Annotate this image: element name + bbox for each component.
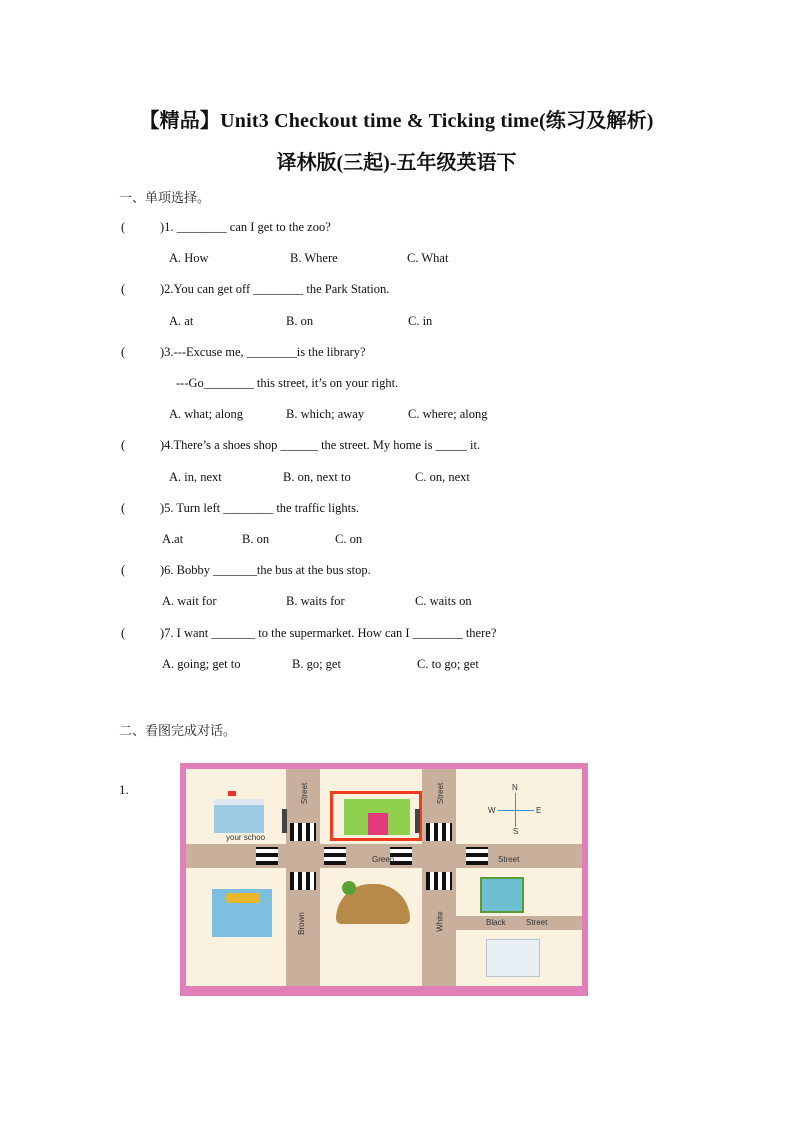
item-number: 1. — [119, 782, 129, 797]
map-canvas: your schoo Green Street Brown Street Street White Black Street N W E S — [186, 769, 582, 986]
answer-blank[interactable]: ( — [121, 345, 126, 359]
option-a: A. wait for — [162, 594, 217, 608]
option-c: C. in — [408, 314, 433, 328]
question-text: )7. I want _______ to the supermarket. How can I ________ there? — [160, 626, 497, 640]
crosswalk — [290, 823, 316, 841]
hospital-building — [486, 939, 540, 977]
document-title: 【精品】Unit3 Checkout time & Ticking time(练习及解析) — [139, 110, 654, 132]
traffic-light-icon — [282, 809, 287, 833]
black-label: Black — [486, 918, 506, 927]
answer-blank[interactable]: ( — [121, 501, 126, 515]
white-street-label: Street — [436, 782, 446, 805]
green-street-label: Street — [498, 855, 520, 864]
zoo-sign — [226, 893, 260, 903]
crosswalk — [256, 847, 278, 865]
option-b: B. on — [242, 532, 270, 546]
cinema-highlight-box — [330, 791, 422, 841]
black-street-road — [456, 916, 582, 930]
crosswalk — [426, 872, 452, 890]
option-c: C. What — [407, 251, 449, 265]
library-building — [480, 877, 524, 913]
question-text: )3.---Excuse me, ________is the library? — [160, 345, 366, 359]
option-c: C. to go; get — [417, 657, 479, 671]
section2-heading: 二、看图完成对话。 — [119, 723, 237, 738]
school-building — [214, 799, 264, 833]
question-text-2: ---Go________ this street, it’s on your right. — [176, 376, 399, 390]
answer-blank[interactable]: ( — [121, 563, 126, 577]
option-a: A. How — [169, 251, 209, 265]
option-c: C. on — [335, 532, 363, 546]
answer-blank[interactable]: ( — [121, 220, 126, 234]
black-street-label: Street — [526, 918, 548, 927]
street-map-image — [180, 763, 588, 996]
option-b: B. Where — [290, 251, 338, 265]
option-c: C. waits on — [415, 594, 472, 608]
answer-blank[interactable]: ( — [121, 438, 126, 452]
question-text: )5. Turn left ________ the traffic lights. — [160, 501, 360, 515]
option-a: A. going; get to — [162, 657, 241, 671]
brown-street-label: Street — [300, 782, 310, 805]
answer-blank[interactable]: ( — [121, 282, 126, 296]
white-label: White — [435, 911, 445, 932]
question-text: )4.There’s a shoes shop ______ the street. My home is _____ it. — [160, 438, 481, 452]
option-b: B. waits for — [286, 594, 345, 608]
option-a: A. at — [169, 314, 194, 328]
option-a: A.at — [162, 532, 184, 546]
crosswalk — [290, 872, 316, 890]
option-b: B. on, next to — [283, 470, 351, 484]
document-subtitle: 译林版(三起)-五年级英语下 — [276, 152, 517, 174]
question-text: )2.You can get off ________ the Park Station. — [160, 282, 390, 296]
option-b: B. on — [286, 314, 314, 328]
green-label: Green — [372, 855, 395, 864]
option-b: B. go; get — [292, 657, 341, 671]
option-a: A. what; along — [169, 407, 243, 421]
question-text: )1. ________ can I get to the zoo? — [160, 220, 331, 234]
question-text: )6. Bobby _______the bus at the bus stop. — [160, 563, 371, 577]
section1-heading: 一、单项选择。 — [119, 190, 211, 205]
park-tree — [342, 881, 356, 895]
option-c: C. where; along — [408, 407, 488, 421]
flag-icon — [228, 791, 236, 796]
crosswalk — [324, 847, 346, 865]
answer-blank[interactable]: ( — [121, 626, 126, 640]
option-c: C. on, next — [415, 470, 470, 484]
traffic-light-icon — [415, 809, 420, 833]
option-a: A. in, next — [169, 470, 222, 484]
crosswalk — [466, 847, 488, 865]
school-label: your schoo — [226, 833, 266, 842]
option-b: B. which; away — [286, 407, 365, 421]
brown-label: Brown — [296, 912, 306, 935]
crosswalk — [426, 823, 452, 841]
